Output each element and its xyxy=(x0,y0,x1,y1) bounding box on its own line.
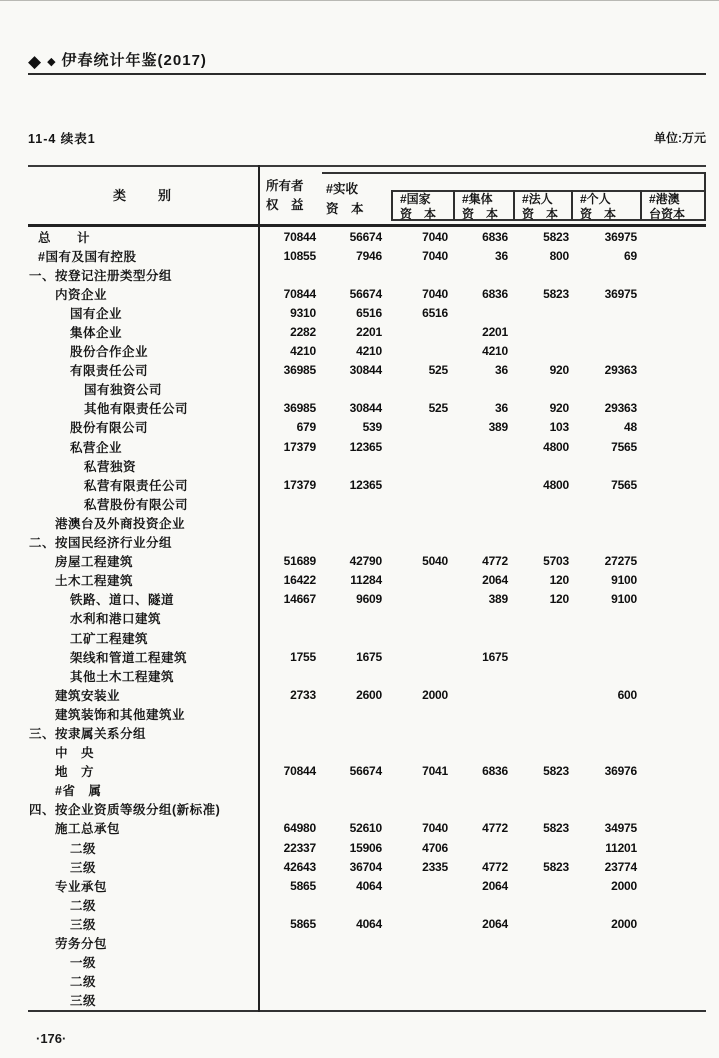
col-header-line: 资 本 xyxy=(400,206,437,221)
table-bottom-border xyxy=(28,1010,706,1012)
cell-value: 2000 xyxy=(611,916,637,931)
cell-value: 42643 xyxy=(283,859,316,874)
col-header-individual-capital xyxy=(571,192,640,221)
row-label: 其他土木工程建筑 xyxy=(70,669,175,684)
col-header-line: #个人 xyxy=(580,192,611,206)
cell-value: 36985 xyxy=(283,363,316,378)
table-row xyxy=(28,991,706,1010)
cell-value: 5040 xyxy=(422,554,448,569)
cell-value: 34975 xyxy=(604,821,637,836)
cell-value: 1755 xyxy=(290,649,316,664)
row-label: 一、按登记注册类型分组 xyxy=(29,268,173,283)
row-label: 劳务分包 xyxy=(55,937,108,952)
cell-value: 7041 xyxy=(422,764,448,779)
row-label: 工矿工程建筑 xyxy=(70,631,149,646)
row-label: 建筑装饰和其他建筑业 xyxy=(55,707,186,722)
cell-value: 389 xyxy=(488,592,508,607)
table-row xyxy=(28,437,706,456)
row-label: 水利和港口建筑 xyxy=(70,612,162,627)
cell-value: 2064 xyxy=(482,573,508,588)
table-row xyxy=(28,303,706,322)
cell-value: 800 xyxy=(549,248,569,263)
row-label: 三级 xyxy=(70,917,97,932)
row-label: 集体企业 xyxy=(70,326,123,341)
cell-value: 539 xyxy=(362,420,382,435)
row-label: 有限责任公司 xyxy=(70,364,149,379)
cell-value: 4210 xyxy=(290,344,316,359)
cell-value: 7040 xyxy=(422,286,448,301)
col-header-line: 资 本 xyxy=(326,202,364,216)
cell-value: 2064 xyxy=(482,878,508,893)
table-row xyxy=(28,494,706,513)
row-label: 建筑安装业 xyxy=(55,688,121,703)
cell-value: 6836 xyxy=(482,764,508,779)
cell-value: 36985 xyxy=(283,401,316,416)
cell-value: 7946 xyxy=(356,248,382,263)
header-step-line-1 xyxy=(322,172,706,174)
col-header-owner-equity xyxy=(260,177,320,215)
cell-value: 22337 xyxy=(283,840,316,855)
page-number: ·176· xyxy=(36,1031,67,1046)
row-label: 地 方 xyxy=(55,765,95,780)
cell-value: 920 xyxy=(549,401,569,416)
cell-value: 15906 xyxy=(349,840,382,855)
cell-value: 2335 xyxy=(422,859,448,874)
cell-value: 12365 xyxy=(349,477,382,492)
row-label: 二、按国民经济行业分组 xyxy=(29,536,173,551)
table-row xyxy=(28,399,706,418)
row-label: 三、按隶属关系分组 xyxy=(29,726,147,741)
cell-value: 70844 xyxy=(283,286,316,301)
table-row xyxy=(28,590,706,609)
row-label: 三级 xyxy=(70,860,97,875)
cell-value: 70844 xyxy=(283,764,316,779)
table-row xyxy=(28,723,706,742)
cell-value: 23774 xyxy=(604,859,637,874)
table-caption-row xyxy=(28,129,706,147)
cell-value: 16422 xyxy=(283,573,316,588)
cell-value: 2201 xyxy=(482,325,508,340)
table-row xyxy=(28,781,706,800)
table-row xyxy=(28,704,706,723)
table-row xyxy=(28,552,706,571)
col-header-line: #国家 xyxy=(400,192,431,206)
table-row xyxy=(28,342,706,361)
row-label: 土木工程建筑 xyxy=(55,574,134,589)
row-label: 二级 xyxy=(70,975,97,990)
cell-value: 48 xyxy=(624,420,637,435)
cell-value: 2600 xyxy=(356,687,382,702)
cell-value: 36975 xyxy=(604,229,637,244)
cell-value: 1675 xyxy=(356,649,382,664)
table-row xyxy=(28,628,706,647)
cell-value: 36 xyxy=(495,401,508,416)
table-body xyxy=(28,227,706,1010)
cell-value: 5865 xyxy=(290,916,316,931)
col-header-paid-in-capital xyxy=(322,179,390,219)
cell-value: 679 xyxy=(296,420,316,435)
table-right-border xyxy=(704,172,706,220)
cell-value: 5823 xyxy=(543,821,569,836)
cell-value: 2000 xyxy=(422,687,448,702)
col-header-hmt-capital xyxy=(640,192,704,221)
col-header-collective-capital xyxy=(453,192,513,221)
row-label: 二级 xyxy=(70,898,97,913)
cell-value: 4064 xyxy=(356,878,382,893)
cell-value: 120 xyxy=(549,592,569,607)
cell-value: 29363 xyxy=(604,401,637,416)
table-row xyxy=(28,265,706,284)
row-label: 铁路、道口、隧道 xyxy=(70,593,175,608)
cell-value: 69 xyxy=(624,248,637,263)
cell-value: 30844 xyxy=(349,401,382,416)
cell-value: 2064 xyxy=(482,916,508,931)
cell-value: 2282 xyxy=(290,325,316,340)
table-row xyxy=(28,933,706,952)
table-row xyxy=(28,685,706,704)
unit-label: 单位:万元 xyxy=(654,131,706,145)
table-top-border xyxy=(28,165,706,167)
cell-value: 17379 xyxy=(283,439,316,454)
col-header-legal-person-capital xyxy=(513,192,571,221)
row-label: 施工总承包 xyxy=(55,822,121,837)
diamond-icon: ◆ xyxy=(28,52,42,71)
cell-value: 36 xyxy=(495,363,508,378)
row-label: 四、按企业资质等级分组(新标准) xyxy=(29,803,221,818)
cell-value: 36976 xyxy=(604,764,637,779)
cell-value: 64980 xyxy=(283,821,316,836)
table-row xyxy=(28,876,706,895)
col-header-line: #实收 xyxy=(326,182,358,196)
cell-value: 7040 xyxy=(422,821,448,836)
cell-value: 5703 xyxy=(543,554,569,569)
cell-value: 12365 xyxy=(349,439,382,454)
row-label: #国有及国有控股 xyxy=(38,249,137,264)
cell-value: 525 xyxy=(428,363,448,378)
cell-value: 4772 xyxy=(482,859,508,874)
cell-value: 30844 xyxy=(349,363,382,378)
row-label: 港澳台及外商投资企业 xyxy=(55,516,186,531)
table-row xyxy=(28,418,706,437)
cell-value: 5823 xyxy=(543,859,569,874)
table-row xyxy=(28,380,706,399)
table-row xyxy=(28,456,706,475)
table-row xyxy=(28,972,706,991)
col-header-line: #集体 xyxy=(462,192,493,206)
row-label: #省 属 xyxy=(55,784,102,799)
cell-value: 4210 xyxy=(356,344,382,359)
cell-value: 9609 xyxy=(356,592,382,607)
cell-value: 7565 xyxy=(611,439,637,454)
col-header-line: 台资本 xyxy=(649,206,686,221)
cell-value: 29363 xyxy=(604,363,637,378)
table-row xyxy=(28,800,706,819)
col-header-line: 资 本 xyxy=(580,206,617,221)
table-row xyxy=(28,475,706,494)
cell-value: 17379 xyxy=(283,477,316,492)
cell-value: 4800 xyxy=(543,439,569,454)
cell-value: 36975 xyxy=(604,286,637,301)
row-label: 国有独资公司 xyxy=(84,383,163,398)
table-row xyxy=(28,819,706,838)
table-row xyxy=(28,953,706,972)
cell-value: 5865 xyxy=(290,878,316,893)
table-row xyxy=(28,762,706,781)
cell-value: 56674 xyxy=(349,764,382,779)
cell-value: 7040 xyxy=(422,248,448,263)
cell-value: 36704 xyxy=(349,859,382,874)
cell-value: 9100 xyxy=(611,592,637,607)
col-header-line: 权 益 xyxy=(266,198,304,212)
cell-value: 6836 xyxy=(482,229,508,244)
row-label: 架线和管道工程建筑 xyxy=(70,650,188,665)
cell-value: 10855 xyxy=(283,248,316,263)
row-label: 一级 xyxy=(70,956,97,971)
row-label: 房屋工程建筑 xyxy=(55,555,134,570)
cell-value: 5823 xyxy=(543,229,569,244)
table-row xyxy=(28,227,706,246)
cell-value: 1675 xyxy=(482,649,508,664)
row-label: 总 计 xyxy=(38,230,91,245)
row-label: 中 央 xyxy=(55,746,95,761)
cell-value: 920 xyxy=(549,363,569,378)
row-label: 内资企业 xyxy=(55,287,108,302)
table-row xyxy=(28,743,706,762)
col-header-state-capital xyxy=(391,192,453,221)
yearbook-title: 伊春统计年鉴(2017) xyxy=(61,52,207,69)
col-header-line: #法人 xyxy=(522,192,553,206)
cell-value: 103 xyxy=(549,420,569,435)
col-header-line: 所有者 xyxy=(266,179,304,193)
cell-value: 4772 xyxy=(482,554,508,569)
table-row xyxy=(28,857,706,876)
cell-value: 56674 xyxy=(349,286,382,301)
table-row xyxy=(28,609,706,628)
cell-value: 14667 xyxy=(283,592,316,607)
col-header-line: #港澳 xyxy=(649,192,680,206)
col-header-category: 类 别 xyxy=(112,188,173,203)
cell-value: 4210 xyxy=(482,344,508,359)
cell-value: 5823 xyxy=(543,286,569,301)
col-header-line: 资 本 xyxy=(522,206,559,221)
cell-value: 27275 xyxy=(604,554,637,569)
table-number: 11-4 续表1 xyxy=(28,132,96,146)
cell-value: 7040 xyxy=(422,229,448,244)
cell-value: 6516 xyxy=(422,305,448,320)
cell-value: 525 xyxy=(428,401,448,416)
table-row xyxy=(28,895,706,914)
row-label: 二级 xyxy=(70,841,97,856)
cell-value: 11284 xyxy=(350,573,382,588)
cell-value: 4064 xyxy=(356,916,382,931)
table-row xyxy=(28,246,706,265)
row-label: 专业承包 xyxy=(55,879,108,894)
table-row xyxy=(28,513,706,532)
row-label: 私营股份有限公司 xyxy=(84,497,189,512)
cell-value: 120 xyxy=(549,573,569,588)
data-table xyxy=(28,165,706,1012)
row-label: 私营企业 xyxy=(70,440,123,455)
col-header-line: 资 本 xyxy=(462,206,499,221)
cell-value: 52610 xyxy=(349,821,382,836)
cell-value: 600 xyxy=(617,687,637,702)
cell-value: 56674 xyxy=(349,229,382,244)
cell-value: 6836 xyxy=(482,286,508,301)
cell-value: 7565 xyxy=(611,477,637,492)
table-row xyxy=(28,284,706,303)
cell-value: 9310 xyxy=(290,305,316,320)
cell-value: 4772 xyxy=(482,821,508,836)
cell-value: 36 xyxy=(495,248,508,263)
table-row xyxy=(28,914,706,933)
page-top-edge xyxy=(0,0,719,1)
cell-value: 42790 xyxy=(349,554,382,569)
cell-value: 5823 xyxy=(543,764,569,779)
table-row xyxy=(28,322,706,341)
row-label: 国有企业 xyxy=(70,306,123,321)
diamond-icon: ◆ xyxy=(47,56,56,68)
row-label: 股份合作企业 xyxy=(70,345,149,360)
row-label: 其他有限责任公司 xyxy=(84,402,189,417)
cell-value: 2733 xyxy=(290,687,316,702)
cell-value: 70844 xyxy=(283,229,316,244)
running-header xyxy=(28,50,706,75)
row-label: 私营独资 xyxy=(84,459,137,474)
row-label: 股份有限公司 xyxy=(70,421,149,436)
table-row xyxy=(28,666,706,685)
cell-value: 51689 xyxy=(283,554,316,569)
cell-value: 2000 xyxy=(611,878,637,893)
table-row xyxy=(28,361,706,380)
table-row xyxy=(28,647,706,666)
table-row xyxy=(28,571,706,590)
cell-value: 389 xyxy=(488,420,508,435)
table-row xyxy=(28,533,706,552)
cell-value: 9100 xyxy=(611,573,637,588)
cell-value: 6516 xyxy=(356,305,382,320)
cell-value: 4800 xyxy=(543,477,569,492)
cell-value: 11201 xyxy=(605,840,637,855)
row-label: 三级 xyxy=(70,994,97,1009)
row-label: 私营有限责任公司 xyxy=(84,478,189,493)
cell-value: 4706 xyxy=(422,840,448,855)
table-row xyxy=(28,838,706,857)
cell-value: 2201 xyxy=(356,325,382,340)
